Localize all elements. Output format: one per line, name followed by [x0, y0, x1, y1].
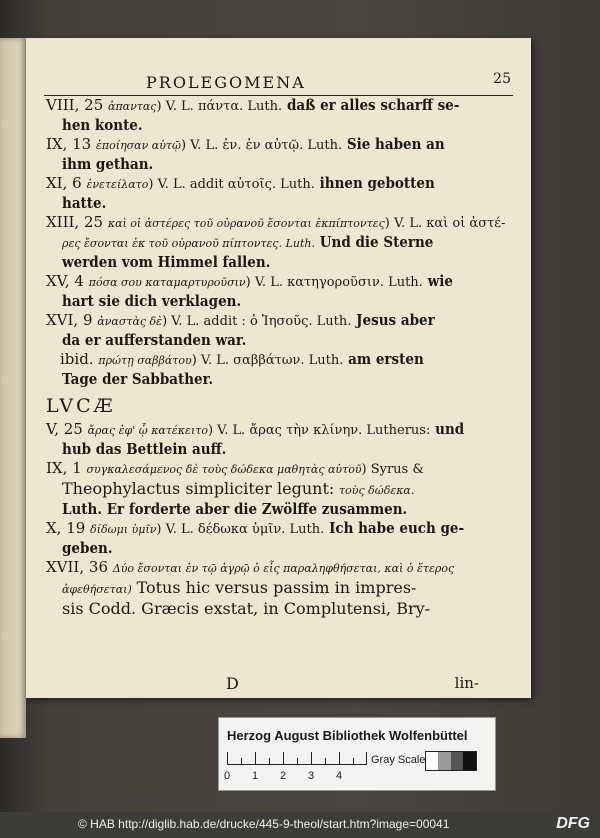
- luther-text: daß er alles scharff se-: [286, 96, 460, 114]
- greek-text: καὶ οἱ ἀστέρες τοῦ οὐρανοῦ ἔσονται ἐκπίπτοντες: [107, 217, 385, 230]
- luther-text-cont: Luth. Er forderte aber die Zwölffe zusammen.: [62, 500, 408, 518]
- running-title: PROLEGOMENA: [146, 73, 306, 92]
- greek-text: Δύο ἔσονται ἐν τῷ ἀγρῷ ὁ εἷς παραληφθήσεται, καὶ ὁ ἕτερος: [112, 562, 455, 575]
- verse-ref: XV, 4: [46, 272, 84, 290]
- variant-note: ) Syrus &: [361, 462, 424, 477]
- luther-text-cont: da er aufferstanden war.: [62, 331, 247, 349]
- ruler-label: 1: [252, 770, 259, 782]
- greek-text: δίδωμι ὑμῖν: [90, 523, 157, 536]
- book-page: [26, 38, 531, 698]
- verse-ref: X, 19: [46, 519, 86, 537]
- luther-text-cont: hen konte.: [62, 116, 143, 134]
- latin-text: Totus hic versus passim in impres-: [136, 578, 417, 597]
- dfg-logo: DFG: [556, 815, 590, 832]
- ruler-tick: [269, 758, 270, 764]
- ruler-tick: [241, 758, 242, 764]
- ruler-tick: [283, 752, 284, 764]
- verse-ref: XI, 6: [46, 174, 82, 192]
- ruler-tick: [311, 752, 312, 764]
- greek-text: ἐνετείλατο: [86, 178, 149, 191]
- entry-luke-17-36: [46, 558, 506, 578]
- scale-ruler: [227, 752, 367, 765]
- latin-text: Theophylactus simpliciter legunt:: [62, 479, 335, 498]
- entry-mark-9-13: [46, 135, 506, 155]
- luther-text: Jesus aber: [356, 311, 435, 329]
- gray-swatch: [451, 752, 463, 770]
- page-body: [46, 96, 506, 618]
- grayscale-label: Gray Scale: [371, 754, 426, 766]
- gray-swatch: [438, 752, 451, 770]
- ruler-tick: [339, 752, 340, 764]
- luther-text-cont: hart sie dich verklagen.: [62, 292, 242, 310]
- verse-ref: IX, 1: [46, 459, 82, 477]
- greek-text: συγκαλεσάμενος δὲ τοὺς δώδεκα μαθητὰς αὐτοῦ: [86, 463, 362, 476]
- luther-text-cont: hub das Bettlein auff.: [62, 440, 227, 458]
- variant-note: ) V. L. δέδωκα ὑμῖν. Luth.: [156, 522, 325, 537]
- entry-luke-5-25: [46, 420, 506, 440]
- ruler-tick: [255, 752, 256, 764]
- luther-text: am ersten: [348, 350, 424, 368]
- verse-ref: IX, 13: [46, 135, 92, 153]
- section-heading-luke: LVCÆ: [46, 395, 116, 417]
- greek-text-cont: τοὺς δώδεκα.: [339, 484, 415, 497]
- variant-note: ) V. L. ἐν. ἐν αὐτῷ. Luth.: [180, 138, 343, 153]
- latin-text-cont: sis Codd. Græcis exstat, in Complutensi, Bry-: [62, 599, 431, 618]
- luther-text: Ich habe euch ge-: [329, 519, 465, 537]
- variant-note: ) V. L. σαββάτων. Luth.: [191, 353, 344, 368]
- variant-note: ) V. L. κατηγοροῦσιν. Luth.: [245, 275, 423, 290]
- ruler-label: 4: [336, 770, 343, 782]
- gray-swatch: [426, 752, 438, 770]
- entry-mark-13-25: [46, 213, 506, 233]
- variant-note: ) V. L. καὶ οἱ ἀστέ-: [384, 216, 506, 231]
- luther-text-cont: ihm gethan.: [62, 155, 154, 173]
- greek-text-cont: ρες ἔσονται ἐκ τοῦ οὐρανοῦ πίπτοντες. Luth.: [62, 237, 315, 250]
- ruler-labels: [224, 770, 367, 784]
- greek-text: πόσα σου καταμαρτυροῦσιν: [88, 276, 246, 289]
- verse-ref: XVII, 36: [46, 558, 108, 576]
- greek-text: ἀναστὰς δὲ: [97, 315, 163, 328]
- entry-mark-11-6: [46, 174, 506, 194]
- running-header: [26, 73, 531, 97]
- signature-mark: D: [226, 674, 239, 693]
- luther-text: Sie haben an: [346, 135, 445, 153]
- variant-note: ) V. L. addit αὐτοῖς. Luth.: [148, 177, 315, 192]
- copyright-link[interactable]: © HAB http://diglib.hab.de/drucke/445-9-theol/start.htm?image=00041: [78, 817, 450, 831]
- entry-luke-9-1-cont: [46, 479, 506, 500]
- entry-mark-16-9: [46, 311, 506, 331]
- entry-mark-13-25-cont: [46, 233, 506, 253]
- ruler-tick: [366, 752, 367, 764]
- verse-ref: VIII, 25: [46, 96, 104, 114]
- luther-text-cont: werden vom Himmel fallen.: [62, 253, 271, 271]
- ruler-tick: [353, 758, 354, 764]
- entry-mark-ibid: [46, 350, 506, 370]
- ruler-label: 2: [280, 770, 287, 782]
- library-name: Herzog August Bibliothek Wolfenbüttel: [227, 728, 468, 743]
- luther-text: wie: [427, 272, 453, 290]
- luther-text: Und die Sterne: [319, 233, 434, 251]
- luther-text-cont: hatte.: [62, 194, 107, 212]
- entry-luke-10-19: [46, 519, 506, 539]
- color-reference-card: [218, 717, 496, 791]
- variant-note: ) V. L. ἄρας τὴν κλίνην. Lutherus:: [207, 423, 431, 438]
- variant-note: ) V. L. addit : ὁ Ἰησοῦς. Luth.: [162, 314, 352, 329]
- page-number: 25: [493, 71, 511, 87]
- variant-note: ) V. L. πάντα. Luth.: [156, 99, 283, 114]
- gray-swatch: [463, 752, 476, 770]
- ruler-tick: [325, 758, 326, 764]
- greek-text: ἀπαντας: [108, 100, 157, 113]
- verse-ref: V, 25: [46, 420, 83, 438]
- verse-ref: XIII, 25: [46, 213, 104, 231]
- ruler-tick: [227, 752, 228, 764]
- luther-text-cont: Tage der Sabbather.: [62, 370, 214, 388]
- facing-page-edge: [0, 38, 26, 738]
- verse-ref: ibid.: [60, 350, 94, 368]
- ruler-tick: [297, 758, 298, 764]
- greek-text: ἄρας ἐφ' ᾧ κατέκειτο: [87, 424, 208, 437]
- ruler-label: 3: [308, 770, 315, 782]
- luther-text-cont: geben.: [62, 539, 113, 557]
- greek-text: πρώτῃ σαββάτου: [98, 354, 192, 367]
- viewer-footer: [0, 812, 600, 838]
- greek-text: ἐποίησαν αὐτῷ: [96, 139, 181, 152]
- ruler-label: 0: [224, 770, 231, 782]
- luther-text: ihnen gebotten: [319, 174, 435, 192]
- catchword: lin-: [454, 674, 479, 692]
- entry-mark-8-25: [46, 96, 506, 116]
- entry-luke-17-36-cont: [46, 578, 506, 599]
- greek-text-cont: ἀφεθήσεται): [62, 583, 132, 596]
- grayscale-swatches: [425, 751, 477, 771]
- entry-mark-15-4: [46, 272, 506, 292]
- entry-luke-9-1: [46, 459, 506, 479]
- luther-text: und: [435, 420, 465, 438]
- verse-ref: XVI, 9: [46, 311, 93, 329]
